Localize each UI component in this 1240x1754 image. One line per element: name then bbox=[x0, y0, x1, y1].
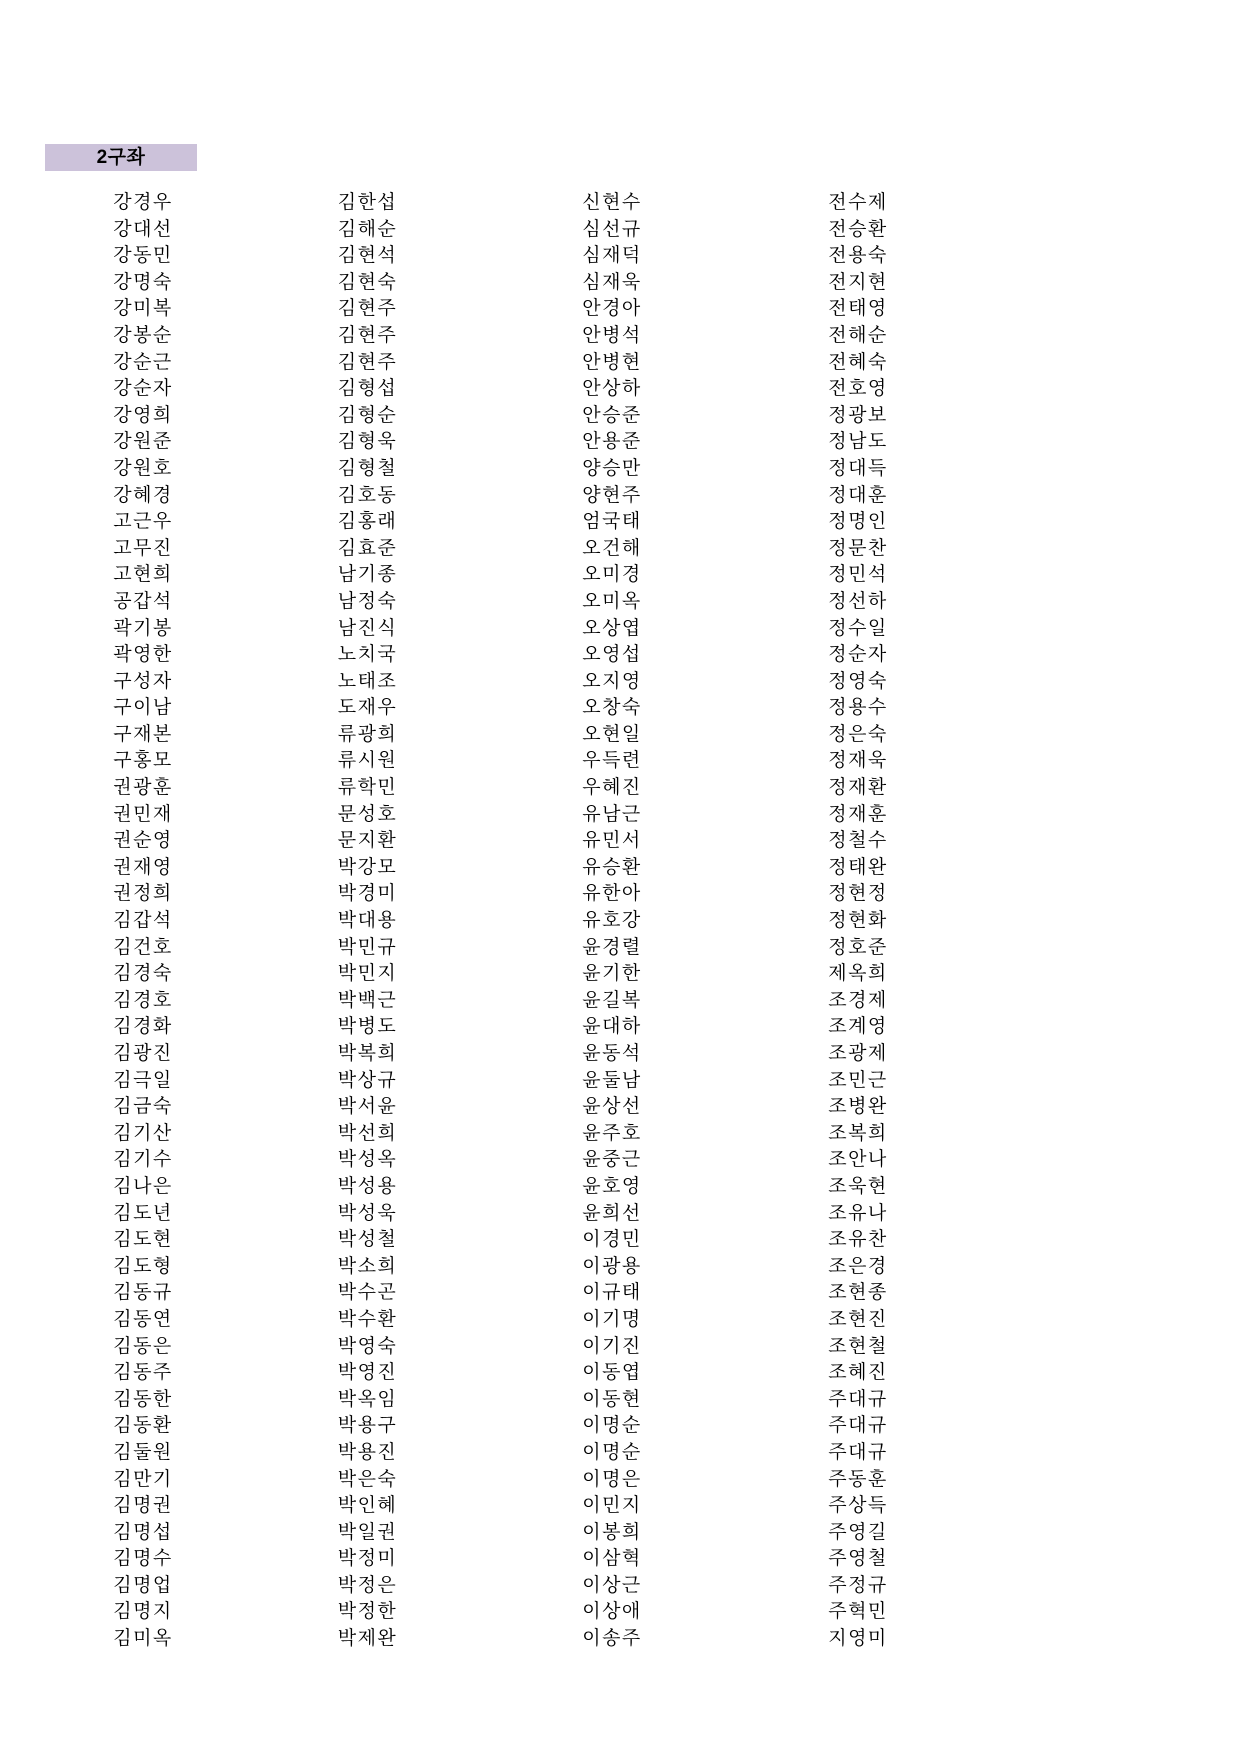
name-entry: 조계영 bbox=[828, 1016, 888, 1038]
name-entry: 김현주 bbox=[337, 351, 398, 373]
name-entry: 김건호 bbox=[113, 936, 173, 958]
name-entry: 박정은 bbox=[337, 1574, 398, 1596]
name-entry: 김호동 bbox=[337, 484, 398, 506]
name-entry: 박정미 bbox=[337, 1548, 398, 1570]
name-entry: 김동환 bbox=[113, 1415, 173, 1437]
name-entry: 박성옥 bbox=[337, 1149, 398, 1171]
name-entry: 강명숙 bbox=[113, 271, 173, 293]
name-entry: 김형순 bbox=[337, 404, 398, 426]
name-entry: 정문찬 bbox=[828, 537, 888, 559]
name-entry: 전용숙 bbox=[828, 245, 888, 267]
name-entry: 박소희 bbox=[337, 1255, 398, 1277]
name-entry: 권민재 bbox=[113, 803, 173, 825]
name-entry: 김명지 bbox=[113, 1601, 173, 1623]
name-entry: 우득련 bbox=[582, 750, 642, 772]
name-entry: 조욱현 bbox=[828, 1175, 888, 1197]
name-entry: 남기종 bbox=[337, 564, 398, 586]
name-entry: 김현주 bbox=[337, 324, 398, 346]
name-entry: 김한섭 bbox=[337, 192, 398, 213]
name-entry: 김형철 bbox=[337, 457, 398, 479]
name-entry: 조광제 bbox=[828, 1043, 888, 1064]
name-entry: 김둘원 bbox=[113, 1441, 173, 1463]
name-entry: 김형섭 bbox=[337, 378, 398, 400]
name-entry: 이기명 bbox=[582, 1308, 642, 1330]
name-entry: 조경제 bbox=[828, 989, 888, 1011]
name-entry: 김광진 bbox=[113, 1043, 173, 1064]
name-entry: 권광훈 bbox=[113, 777, 173, 799]
name-entry: 박경미 bbox=[337, 883, 398, 905]
name-entry: 박영진 bbox=[337, 1362, 398, 1384]
name-entry: 김홍래 bbox=[337, 511, 398, 533]
name-entry: 윤기한 bbox=[582, 963, 642, 985]
name-entry: 김현석 bbox=[337, 245, 398, 267]
name-entry: 강미복 bbox=[113, 298, 173, 320]
name-entry: 박상규 bbox=[337, 1069, 398, 1091]
name-entry: 구이남 bbox=[113, 697, 173, 719]
name-entry: 고근우 bbox=[113, 511, 173, 533]
name-entry: 정대훈 bbox=[828, 484, 888, 506]
name-entry: 정대득 bbox=[828, 457, 888, 479]
name-entry: 김동한 bbox=[113, 1388, 173, 1410]
name-entry: 박강모 bbox=[337, 856, 398, 878]
name-entry: 정민석 bbox=[828, 564, 888, 586]
name-entry: 주대규 bbox=[828, 1415, 888, 1437]
name-entry: 박수곤 bbox=[337, 1282, 398, 1304]
name-entry: 김명섭 bbox=[113, 1521, 173, 1543]
name-entry: 이민지 bbox=[582, 1495, 642, 1517]
name-entry: 윤주호 bbox=[582, 1122, 642, 1144]
name-entry: 권정희 bbox=[113, 883, 173, 905]
name-entry: 조복희 bbox=[828, 1122, 888, 1144]
name-entry: 오건해 bbox=[582, 537, 642, 559]
name-entry: 오창숙 bbox=[582, 697, 642, 719]
name-entry: 주대규 bbox=[828, 1388, 888, 1410]
name-entry: 공갑석 bbox=[113, 590, 173, 612]
name-entry: 고무진 bbox=[113, 537, 173, 559]
name-entry: 강봉순 bbox=[113, 324, 173, 346]
name-entry: 김경화 bbox=[113, 1016, 173, 1038]
name-entry: 주정규 bbox=[828, 1574, 888, 1596]
name-entry: 정용수 bbox=[828, 697, 888, 719]
name-entry: 이명순 bbox=[582, 1415, 642, 1437]
name-entry: 구성자 bbox=[113, 670, 173, 692]
name-entry: 이상근 bbox=[582, 1574, 642, 1596]
name-entry: 류시원 bbox=[337, 750, 398, 772]
name-entry: 박일권 bbox=[337, 1521, 398, 1543]
name-entry: 류광희 bbox=[337, 723, 398, 745]
name-entry: 김동주 bbox=[113, 1362, 173, 1384]
name-entry: 정선하 bbox=[828, 590, 888, 612]
name-entry: 박인혜 bbox=[337, 1495, 398, 1517]
name-entry: 정순자 bbox=[828, 644, 888, 666]
name-entry: 조민근 bbox=[828, 1069, 888, 1091]
name-entry: 윤길복 bbox=[582, 989, 642, 1011]
name-entry: 이상애 bbox=[582, 1601, 642, 1623]
name-entry: 안병현 bbox=[582, 351, 642, 373]
name-entry: 김도형 bbox=[113, 1255, 173, 1277]
name-entry: 김명업 bbox=[113, 1574, 173, 1596]
name-entry: 박백근 bbox=[337, 989, 398, 1011]
name-entry: 양승만 bbox=[582, 457, 642, 479]
name-entry: 박서윤 bbox=[337, 1096, 398, 1118]
name-entry: 김나은 bbox=[113, 1175, 173, 1197]
name-entry: 안상하 bbox=[582, 378, 642, 400]
name-entry: 윤상선 bbox=[582, 1096, 642, 1118]
name-column-1 bbox=[37, 190, 249, 1653]
name-entry: 주영철 bbox=[828, 1548, 888, 1570]
name-entry: 전수제 bbox=[828, 192, 888, 213]
name-entry: 오상엽 bbox=[582, 617, 642, 639]
name-entry: 이삼혁 bbox=[582, 1548, 642, 1570]
name-entry: 김금숙 bbox=[113, 1096, 173, 1118]
name-entry: 유민서 bbox=[582, 830, 642, 852]
name-entry: 엄국태 bbox=[582, 511, 642, 533]
name-entry: 전호영 bbox=[828, 378, 888, 400]
name-entry: 전해순 bbox=[828, 324, 888, 346]
name-entry: 조유나 bbox=[828, 1202, 888, 1224]
name-entry: 심재욱 bbox=[582, 271, 642, 293]
name-entry: 정호준 bbox=[828, 936, 888, 958]
name-entry: 강혜경 bbox=[113, 484, 173, 506]
name-entry: 곽기봉 bbox=[113, 617, 173, 639]
name-entry: 전승환 bbox=[828, 218, 888, 240]
name-entry: 문성호 bbox=[337, 803, 398, 825]
name-entry: 이송주 bbox=[582, 1628, 642, 1650]
name-entry: 박용진 bbox=[337, 1441, 398, 1463]
name-entry: 주동훈 bbox=[828, 1468, 888, 1490]
name-entry: 주영길 bbox=[828, 1521, 888, 1543]
name-entry: 조현종 bbox=[828, 1282, 888, 1304]
name-entry: 박병도 bbox=[337, 1016, 398, 1038]
name-entry: 조혜진 bbox=[828, 1362, 888, 1384]
name-entry: 이동엽 bbox=[582, 1362, 642, 1384]
name-entry: 박영숙 bbox=[337, 1335, 398, 1357]
name-entry: 박옥임 bbox=[337, 1388, 398, 1410]
name-entry: 안용준 bbox=[582, 431, 642, 453]
name-entry: 박선희 bbox=[337, 1122, 398, 1144]
name-entry: 류학민 bbox=[337, 777, 398, 799]
name-entry: 오영섭 bbox=[582, 644, 642, 666]
name-entry: 정광보 bbox=[828, 404, 888, 426]
name-entry: 김현숙 bbox=[337, 271, 398, 293]
name-entry: 강동민 bbox=[113, 245, 173, 267]
name-entry: 전지현 bbox=[828, 271, 888, 293]
name-entry: 강경우 bbox=[113, 192, 173, 213]
name-entry: 박은숙 bbox=[337, 1468, 398, 1490]
name-entry: 전혜숙 bbox=[828, 351, 888, 373]
name-entry: 정현화 bbox=[828, 910, 888, 932]
name-entry: 김경호 bbox=[113, 989, 173, 1011]
name-entry: 윤희선 bbox=[582, 1202, 642, 1224]
name-entry: 이봉희 bbox=[582, 1521, 642, 1543]
name-entry: 유승환 bbox=[582, 856, 642, 878]
name-entry: 전태영 bbox=[828, 298, 888, 320]
name-entry: 박대용 bbox=[337, 910, 398, 932]
name-entry: 오현일 bbox=[582, 723, 642, 745]
name-entry: 조현진 bbox=[828, 1308, 888, 1330]
name-entry: 김명수 bbox=[113, 1548, 173, 1570]
name-entry: 강순근 bbox=[113, 351, 173, 373]
name-entry: 조은경 bbox=[828, 1255, 888, 1277]
name-entry: 정수일 bbox=[828, 617, 888, 639]
name-entry: 김형욱 bbox=[337, 431, 398, 453]
name-entry: 구홍모 bbox=[113, 750, 173, 772]
name-entry: 강원준 bbox=[113, 431, 173, 453]
section-title: 2구좌 bbox=[96, 147, 146, 168]
name-column-3 bbox=[486, 190, 738, 1653]
name-entry: 신현수 bbox=[582, 192, 642, 213]
name-entry: 김기산 bbox=[113, 1122, 173, 1144]
name-entry: 도재우 bbox=[337, 697, 398, 719]
name-entry: 박민지 bbox=[337, 963, 398, 985]
name-entry: 이광용 bbox=[582, 1255, 642, 1277]
name-entry: 안승준 bbox=[582, 404, 642, 426]
name-entry: 이동현 bbox=[582, 1388, 642, 1410]
name-column-4 bbox=[738, 190, 978, 1653]
name-entry: 심선규 bbox=[582, 218, 642, 240]
name-entry: 박민규 bbox=[337, 936, 398, 958]
name-entry: 박성용 bbox=[337, 1175, 398, 1197]
name-entry: 윤동석 bbox=[582, 1043, 642, 1064]
name-entry: 오미경 bbox=[582, 564, 642, 586]
name-entry: 정재환 bbox=[828, 777, 888, 799]
name-entry: 문지환 bbox=[337, 830, 398, 852]
name-entry: 이경민 bbox=[582, 1229, 642, 1251]
name-column-2 bbox=[249, 190, 486, 1653]
name-entry: 박성철 bbox=[337, 1229, 398, 1251]
name-entry: 박성욱 bbox=[337, 1202, 398, 1224]
name-entry: 양현주 bbox=[582, 484, 642, 506]
name-entry: 김효준 bbox=[337, 537, 398, 559]
name-entry: 정명인 bbox=[828, 511, 888, 533]
name-entry: 김극일 bbox=[113, 1069, 173, 1091]
name-entry: 박정한 bbox=[337, 1601, 398, 1623]
name-entry: 윤둘남 bbox=[582, 1069, 642, 1091]
name-entry: 이기진 bbox=[582, 1335, 642, 1357]
name-entry: 노태조 bbox=[337, 670, 398, 692]
name-entry: 윤호영 bbox=[582, 1175, 642, 1197]
name-entry: 김동연 bbox=[113, 1308, 173, 1330]
name-columns bbox=[0, 190, 1240, 1653]
name-entry: 구재본 bbox=[113, 723, 173, 745]
name-entry: 김도현 bbox=[113, 1229, 173, 1251]
name-entry: 김현주 bbox=[337, 298, 398, 320]
name-entry: 정재욱 bbox=[828, 750, 888, 772]
name-entry: 박제완 bbox=[337, 1628, 398, 1650]
name-entry: 유남근 bbox=[582, 803, 642, 825]
name-entry: 정남도 bbox=[828, 431, 888, 453]
name-entry: 남정숙 bbox=[337, 590, 398, 612]
name-entry: 김기수 bbox=[113, 1149, 173, 1171]
name-entry: 지영미 bbox=[828, 1628, 888, 1650]
name-entry: 김도년 bbox=[113, 1202, 173, 1224]
name-entry: 주혁민 bbox=[828, 1601, 888, 1623]
name-entry: 심재덕 bbox=[582, 245, 642, 267]
name-entry: 유한아 bbox=[582, 883, 642, 905]
name-entry: 이명순 bbox=[582, 1441, 642, 1463]
name-entry: 정재훈 bbox=[828, 803, 888, 825]
name-entry: 이규태 bbox=[582, 1282, 642, 1304]
name-entry: 정은숙 bbox=[828, 723, 888, 745]
name-entry: 박용구 bbox=[337, 1415, 398, 1437]
name-entry: 김동규 bbox=[113, 1282, 173, 1304]
name-entry: 노치국 bbox=[337, 644, 398, 666]
name-entry: 남진식 bbox=[337, 617, 398, 639]
name-entry: 안경아 bbox=[582, 298, 642, 320]
name-entry: 주상득 bbox=[828, 1495, 888, 1517]
name-entry: 김만기 bbox=[113, 1468, 173, 1490]
name-entry: 고현희 bbox=[113, 564, 173, 586]
name-entry: 김경숙 bbox=[113, 963, 173, 985]
name-entry: 유호강 bbox=[582, 910, 642, 932]
name-entry: 조유찬 bbox=[828, 1229, 888, 1251]
name-entry: 김갑석 bbox=[113, 910, 173, 932]
name-entry: 윤중근 bbox=[582, 1149, 642, 1171]
name-entry: 조현철 bbox=[828, 1335, 888, 1357]
name-entry: 정철수 bbox=[828, 830, 888, 852]
name-entry: 김해순 bbox=[337, 218, 398, 240]
name-entry: 곽영한 bbox=[113, 644, 173, 666]
name-entry: 조병완 bbox=[828, 1096, 888, 1118]
name-entry: 우혜진 bbox=[582, 777, 642, 799]
name-entry: 권순영 bbox=[113, 830, 173, 852]
name-entry: 강대선 bbox=[113, 218, 173, 240]
name-entry: 윤경렬 bbox=[582, 936, 642, 958]
name-entry: 강원호 bbox=[113, 457, 173, 479]
name-entry: 오지영 bbox=[582, 670, 642, 692]
name-entry: 윤대하 bbox=[582, 1016, 642, 1038]
name-entry: 정태완 bbox=[828, 856, 888, 878]
name-entry: 제옥희 bbox=[828, 963, 888, 985]
name-entry: 김미옥 bbox=[113, 1628, 173, 1650]
name-entry: 강영희 bbox=[113, 404, 173, 426]
name-entry: 안병석 bbox=[582, 324, 642, 346]
name-entry: 정현정 bbox=[828, 883, 888, 905]
name-entry: 강순자 bbox=[113, 378, 173, 400]
name-entry: 이명은 bbox=[582, 1468, 642, 1490]
name-entry: 정영숙 bbox=[828, 670, 888, 692]
name-entry: 박수환 bbox=[337, 1308, 398, 1330]
name-entry: 조안나 bbox=[828, 1149, 888, 1171]
name-entry: 권재영 bbox=[113, 856, 173, 878]
name-entry: 김동은 bbox=[113, 1335, 173, 1357]
name-entry: 오미옥 bbox=[582, 590, 642, 612]
name-entry: 박복희 bbox=[337, 1043, 398, 1064]
name-entry: 김명권 bbox=[113, 1495, 173, 1517]
name-entry: 주대규 bbox=[828, 1441, 888, 1463]
